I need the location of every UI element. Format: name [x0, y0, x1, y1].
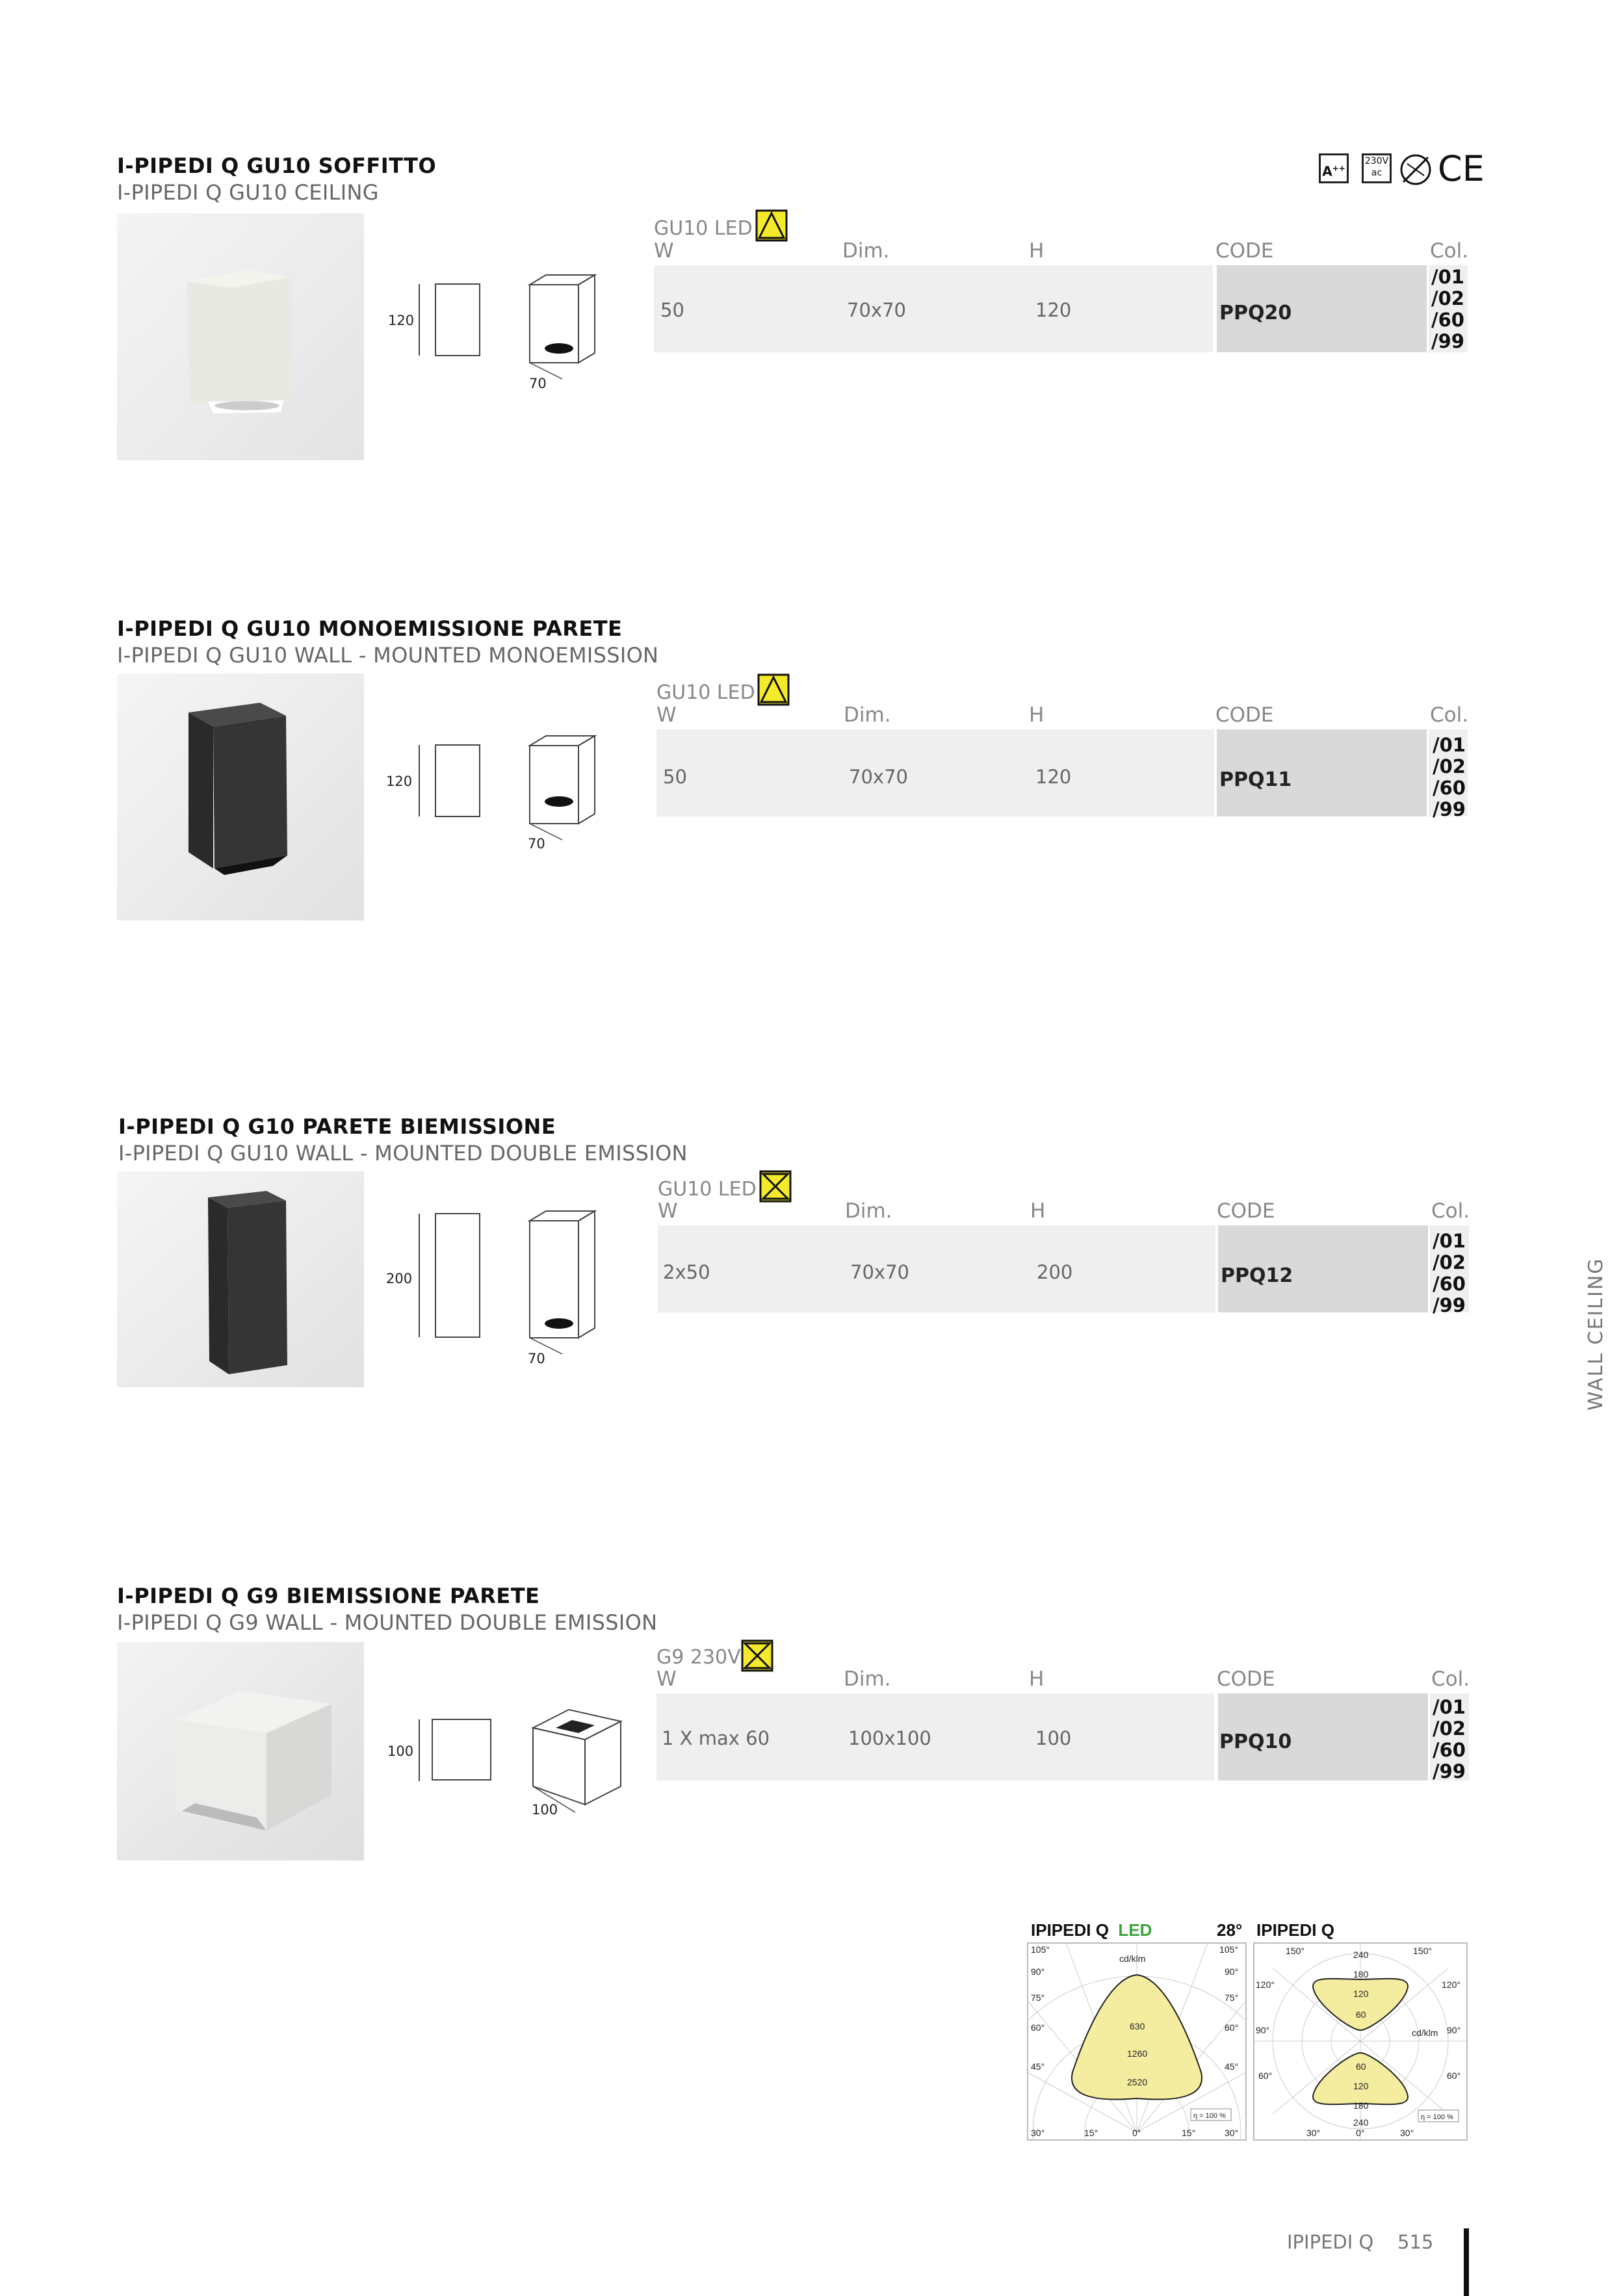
product-3-colors	[1433, 1231, 1466, 1316]
product-2-subtitle: I-PIPEDI Q GU10 WALL - MOUNTED MONOEMISSION	[117, 643, 659, 668]
product-4-header-h: H	[1029, 1667, 1045, 1691]
product-3-color-3: /60	[1433, 1273, 1466, 1295]
product-3-subtitle: I-PIPEDI Q GU10 WALL - MOUNTED DOUBLE EMISSION	[118, 1141, 688, 1166]
product-2-header-w: W	[656, 703, 677, 727]
product-4-subtitle: I-PIPEDI Q G9 WALL - MOUNTED DOUBLE EMISSION	[117, 1610, 658, 1635]
product-4-dim: 100x100	[848, 1727, 931, 1749]
polar-right-angle-1: 150°	[1286, 1946, 1305, 1956]
ce-mark-label: CE	[1438, 148, 1485, 189]
polar-right-top-180: 180	[1353, 1969, 1369, 1979]
product-1-title: I-PIPEDI Q GU10 SOFFITTO	[117, 153, 437, 178]
polar-left-angle-l4: 60°	[1031, 2022, 1045, 2033]
voltage-bottom: ac	[1371, 168, 1383, 178]
energy-class-icon	[1319, 153, 1349, 183]
product-2-color-3: /60	[1433, 777, 1466, 799]
polar-left-bottom-4: 15°	[1182, 2128, 1196, 2138]
product-4-color-2: /02	[1433, 1717, 1466, 1740]
polar-right-diagram	[1253, 1942, 1468, 2141]
product-1-w: 50	[660, 299, 684, 321]
polar-left-unit: cd/klm	[1119, 1953, 1146, 1964]
product-3-dim: 70x70	[850, 1261, 909, 1283]
product-2-header-dim: Dim.	[844, 703, 891, 727]
product-4-h: 100	[1035, 1727, 1072, 1749]
energy-class-sup: ++	[1332, 164, 1345, 173]
polar-right-angle-6: 90°	[1447, 2025, 1461, 2035]
polar-left-type: LED	[1118, 1920, 1152, 1940]
polar-right-title: IPIPEDI Q	[1256, 1920, 1334, 1940]
polar-left-bottom-5: 30°	[1225, 2128, 1239, 2138]
voltage-top: 230V	[1364, 156, 1389, 166]
polar-left-bottom-1: 30°	[1031, 2128, 1045, 2138]
polar-right-bottom-3: 30°	[1400, 2128, 1414, 2138]
product-3-iso-drawing	[526, 1208, 598, 1357]
product-4-code: PPQ10	[1219, 1730, 1292, 1753]
product-2-h: 120	[1035, 766, 1072, 788]
polar-left-efficiency: η = 100 %	[1193, 2112, 1226, 2120]
product-4-iso-drawing	[530, 1702, 627, 1819]
product-3-front-drawing	[416, 1210, 487, 1340]
polar-right-unit: cd/klm	[1412, 2028, 1438, 2038]
polar-left-angle-l1: 105°	[1031, 1944, 1050, 1955]
polar-left-title	[1031, 1920, 1152, 1940]
product-4-color-1: /01	[1433, 1696, 1466, 1718]
product-4-header-w: W	[656, 1667, 677, 1691]
product-4-color-4: /99	[1433, 1760, 1466, 1782]
polar-left-angle-l3: 75°	[1031, 1992, 1045, 2003]
polar-right-bot-60: 60	[1356, 2061, 1366, 2072]
product-4-w: 1 X max 60	[662, 1727, 770, 1749]
polar-left-bottom-2: 15°	[1084, 2128, 1098, 2138]
product-3-w: 2x50	[663, 1261, 710, 1283]
product-1-header-h: H	[1029, 239, 1045, 263]
product-2-color-2: /02	[1433, 755, 1466, 777]
product-2-code: PPQ11	[1219, 768, 1292, 791]
polar-right-angle-8: 60°	[1447, 2070, 1461, 2081]
polar-right-top-240: 240	[1353, 1950, 1369, 1960]
product-2-header-col: Col.	[1430, 703, 1469, 727]
polar-left-diagram	[1027, 1942, 1247, 2141]
product-3-code: PPQ12	[1221, 1264, 1293, 1287]
product-1-dim: 70x70	[847, 299, 906, 321]
product-3-header-h: H	[1030, 1199, 1046, 1223]
product-1-subtitle: I-PIPEDI Q GU10 CEILING	[117, 180, 379, 205]
product-2-front-drawing	[416, 742, 487, 820]
polar-right-angle-2: 150°	[1413, 1946, 1432, 1956]
product-1-lamp-label: GU10 LED	[654, 217, 753, 240]
product-2-title: I-PIPEDI Q GU10 MONOEMISSIONE PARETE	[117, 616, 623, 641]
polar-right-angle-4: 120°	[1442, 1979, 1461, 1990]
product-2-header-code: CODE	[1215, 703, 1274, 727]
polar-left-angle-r5: 45°	[1225, 2061, 1239, 2072]
product-4-title: I-PIPEDI Q G9 BIEMISSIONE PARETE	[117, 1584, 540, 1608]
product-1-dim-w: 70	[529, 376, 547, 391]
polar-left-angle-r3: 75°	[1225, 1992, 1239, 2003]
product-3-header-col: Col.	[1431, 1199, 1470, 1223]
product-4-lamp-label: G9 230V	[656, 1646, 741, 1669]
product-2-dim: 70x70	[849, 766, 908, 788]
product-4-photo	[117, 1642, 364, 1860]
product-2-photo	[117, 673, 364, 920]
product-2-row	[656, 729, 1214, 816]
polar-right-angle-7: 60°	[1258, 2070, 1273, 2081]
product-4-colors	[1433, 1697, 1466, 1782]
product-3-h: 200	[1037, 1261, 1073, 1283]
product-2-header-h: H	[1029, 703, 1045, 727]
product-3-dim-w: 70	[528, 1351, 545, 1366]
polar-left-bottom-3: 0°	[1132, 2128, 1141, 2138]
polar-left-val-3: 2520	[1127, 2077, 1148, 2087]
polar-left-angle-r2: 90°	[1225, 1966, 1239, 1977]
product-1-lamp-icon	[755, 209, 788, 242]
product-2-colors	[1433, 735, 1466, 820]
product-1-iso-drawing	[526, 272, 598, 382]
product-2-color-1: /01	[1433, 734, 1466, 756]
product-2-dim-w: 70	[528, 836, 545, 852]
product-1-row	[654, 265, 1213, 352]
footer-bar	[1464, 2228, 1469, 2296]
product-1-front-drawing	[416, 281, 487, 359]
energy-class-label: A	[1322, 163, 1332, 179]
product-2-color-4: /99	[1433, 798, 1466, 820]
polar-left-angle-l5: 45°	[1031, 2061, 1045, 2072]
product-3-header-code: CODE	[1217, 1199, 1275, 1223]
polar-right-bot-240: 240	[1353, 2117, 1369, 2128]
product-3-header-dim: Dim.	[845, 1199, 892, 1223]
polar-right-efficiency: η = 100 %	[1421, 2113, 1453, 2121]
product-3-header-w: W	[658, 1199, 678, 1223]
polar-left-angle-l2: 90°	[1031, 1966, 1045, 1977]
product-2-dim-h: 120	[386, 774, 413, 789]
product-3-row	[658, 1225, 1215, 1312]
footer-section-name: IPIPEDI Q	[1287, 2231, 1374, 2253]
product-1-header-w: W	[654, 239, 674, 263]
product-1-colors	[1431, 267, 1464, 352]
product-1-color-4: /99	[1431, 330, 1464, 352]
product-4-lamp-icon	[741, 1639, 773, 1672]
product-1-h: 120	[1035, 299, 1072, 321]
polar-right-bottom-1: 30°	[1306, 2128, 1321, 2138]
product-4-header-dim: Dim.	[844, 1667, 891, 1691]
polar-left-val-2: 1260	[1127, 2048, 1148, 2059]
product-4-front-drawing	[416, 1716, 494, 1784]
product-1-color-3: /60	[1431, 309, 1464, 331]
product-2-w: 50	[663, 766, 687, 788]
polar-left-angle-r4: 60°	[1225, 2022, 1239, 2033]
product-2-iso-drawing	[526, 733, 598, 843]
product-2-lamp-icon	[757, 673, 790, 706]
footer-page-number: 515	[1397, 2231, 1434, 2253]
side-section-label: WALL CEILING	[1585, 1257, 1607, 1411]
product-3-lamp-label: GU10 LED	[658, 1178, 757, 1201]
polar-left-name: IPIPEDI Q	[1031, 1920, 1109, 1940]
polar-right-bot-180: 180	[1353, 2100, 1369, 2111]
polar-left-angle-r1: 105°	[1219, 1944, 1238, 1955]
product-1-header-col: Col.	[1430, 239, 1469, 263]
product-1-code: PPQ20	[1219, 302, 1292, 324]
product-1-header-dim: Dim.	[842, 239, 890, 263]
polar-right-top-120: 120	[1353, 1989, 1369, 1999]
product-4-dim-h: 100	[387, 1743, 414, 1759]
product-3-color-1: /01	[1433, 1230, 1466, 1252]
product-4-dim-w: 100	[532, 1802, 558, 1818]
no-dimmer-icon	[1398, 152, 1433, 190]
voltage-icon	[1362, 153, 1392, 183]
ce-mark-icon	[1438, 148, 1485, 189]
product-4-header-code: CODE	[1217, 1667, 1275, 1691]
product-3-title: I-PIPEDI Q G10 PARETE BIEMISSIONE	[118, 1114, 556, 1139]
polar-right-angle-5: 90°	[1256, 2025, 1270, 2035]
product-3-lamp-icon	[759, 1170, 792, 1203]
polar-left-val-1: 630	[1130, 2021, 1145, 2031]
product-1-color-1: /01	[1431, 266, 1464, 288]
product-1-header-code: CODE	[1215, 239, 1274, 263]
product-3-color-2: /02	[1433, 1251, 1466, 1273]
product-1-dim-h: 120	[388, 313, 415, 328]
polar-right-bottom-2: 0°	[1356, 2128, 1365, 2138]
product-4-header-col: Col.	[1431, 1667, 1470, 1691]
polar-left-angle: 28°	[1217, 1920, 1243, 1940]
polar-right-top-60: 60	[1356, 2009, 1366, 2020]
product-1-color-2: /02	[1431, 287, 1464, 309]
product-2-lamp-label: GU10 LED	[656, 681, 755, 704]
product-3-dim-h: 200	[386, 1271, 413, 1286]
product-3-photo	[117, 1171, 364, 1387]
product-3-color-4: /99	[1433, 1294, 1466, 1316]
product-1-photo	[117, 213, 364, 460]
product-4-color-3: /60	[1433, 1739, 1466, 1761]
polar-right-angle-3: 120°	[1256, 1979, 1275, 1990]
polar-right-bot-120: 120	[1353, 2081, 1369, 2091]
